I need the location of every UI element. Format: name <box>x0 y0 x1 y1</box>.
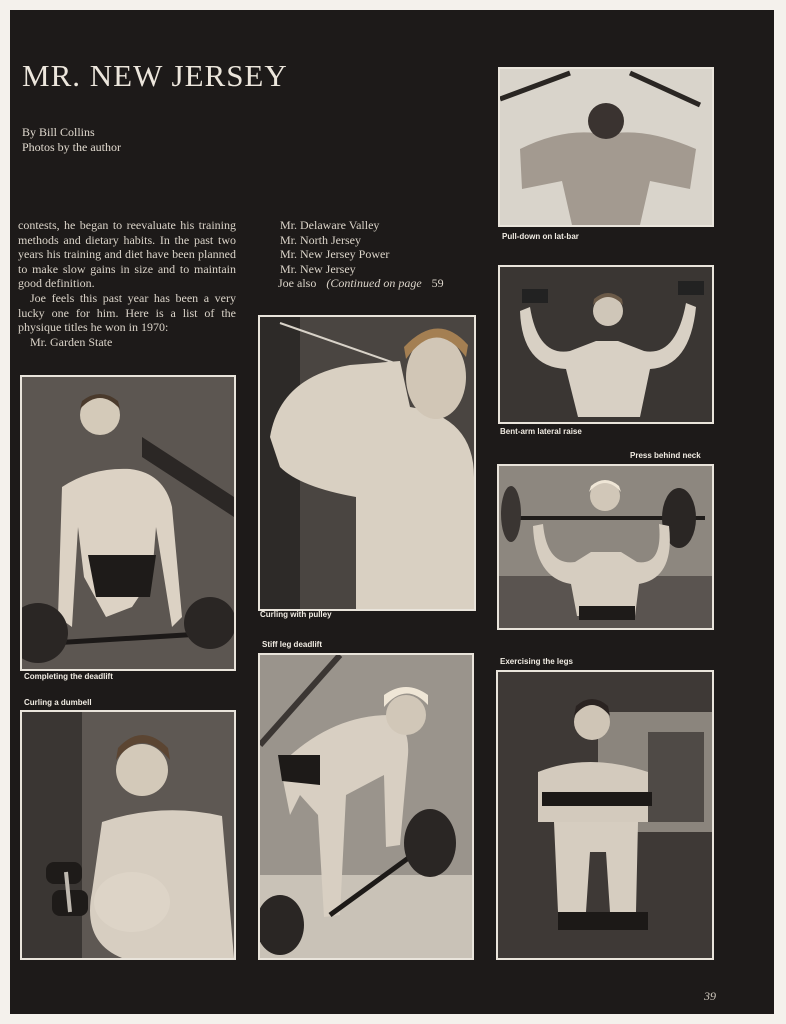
photo-stiff-leg <box>258 653 474 960</box>
caption-deadlift-complete: Completing the deadlift <box>24 672 113 681</box>
photo-press-neck <box>497 464 714 630</box>
title-list-item: Mr. New Jersey <box>280 261 356 276</box>
continuation-note: (Continued on page <box>326 276 422 291</box>
photo-credit: Photos by the author <box>22 140 121 154</box>
photo-lateral-raise <box>498 265 714 424</box>
photo-exercising-legs <box>496 670 714 960</box>
article-title: MR. NEW JERSEY <box>22 58 288 93</box>
caption-press-neck: Press behind neck <box>630 451 701 460</box>
caption-stiff-leg: Stiff leg deadlift <box>262 640 322 649</box>
caption-lateral-raise: Bent-arm lateral raise <box>500 427 582 436</box>
article-body <box>18 218 236 349</box>
continuation-page: 59 <box>431 276 444 291</box>
continuation-line <box>278 276 488 291</box>
page-number: 39 <box>704 989 716 1003</box>
continuation-lead: Joe also <box>278 276 317 291</box>
author-line: By Bill Collins <box>22 125 95 139</box>
caption-curling-pulley: Curling with pulley <box>260 610 332 619</box>
title-list-item: Mr. Garden State <box>30 334 113 349</box>
titles-list <box>278 218 488 291</box>
paragraph-2: Joe feels this past year has been a very lucky one for him. Here is a list of the physique titles he won in 1970: <box>18 290 236 335</box>
caption-pulldown: Pull-down on lat-bar <box>502 232 579 241</box>
title-list-item: Mr. New Jersey Power <box>280 247 390 262</box>
photo-pulldown <box>498 67 714 227</box>
paragraph-1: contests, he began to reevaluate his training methods and dietary habits. In the past two years his training and diet have been planned to make slow gains in size and to maintain good definition. <box>18 218 236 291</box>
caption-exercising-legs: Exercising the legs <box>500 657 573 666</box>
photo-curling-pulley <box>258 315 476 611</box>
photo-deadlift-complete <box>20 375 236 671</box>
magazine-page <box>10 10 774 1014</box>
byline <box>22 125 121 155</box>
photo-curling-dumbell <box>20 710 236 960</box>
caption-curling-dumbell: Curling a dumbell <box>24 698 92 707</box>
title-list-item: Mr. Delaware Valley <box>280 218 380 232</box>
title-list-item: Mr. North Jersey <box>280 232 361 247</box>
